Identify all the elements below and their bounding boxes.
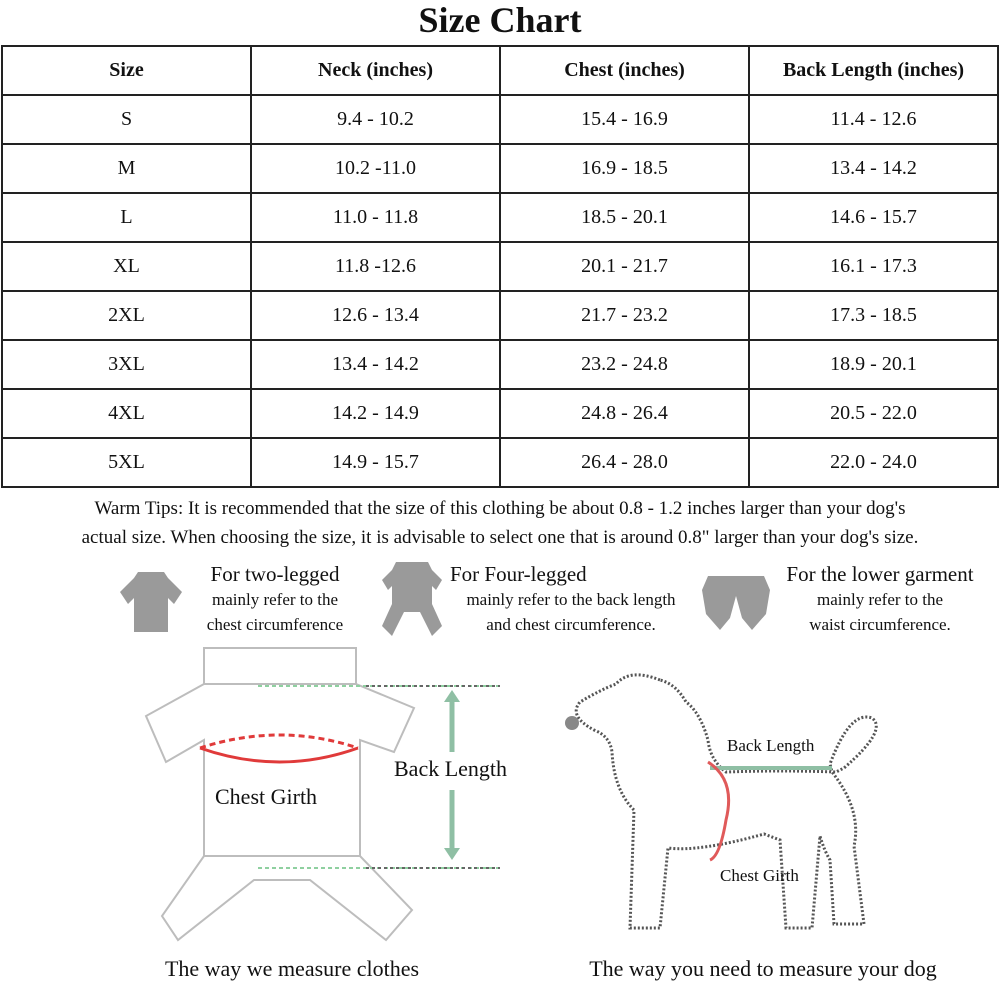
dog-measurement-diagram xyxy=(550,660,1000,950)
cell-size: M xyxy=(2,144,251,193)
garment-type-line: and chest circumference. xyxy=(486,615,656,634)
garment-type-line: mainly refer to the xyxy=(816,590,944,609)
garment-type-lower xyxy=(766,561,994,637)
table-row xyxy=(2,144,998,193)
warm-tips-line-1: Warm Tips: It is recommended that the size of this clothing be about 0.8 - 1.2 inches larger than your dog's xyxy=(94,498,906,519)
header-size: Size xyxy=(2,46,251,95)
cell-chest: 18.5 - 20.1 xyxy=(500,193,749,242)
cell-neck: 12.6 - 13.4 xyxy=(251,291,500,340)
dog-caption: The way you need to measure your dog xyxy=(589,956,937,981)
cell-back-length: 20.5 - 22.0 xyxy=(749,389,998,438)
garment-type-heading: For the lower garment xyxy=(786,562,974,586)
cell-neck: 10.2 -11.0 xyxy=(251,144,500,193)
garment-type-line: mainly refer to the xyxy=(211,590,339,609)
cell-chest: 23.2 - 24.8 xyxy=(500,340,749,389)
warm-tips-line-2: actual size. When choosing the size, it is advisable to select one that is around 0.8" larger than your dog's size. xyxy=(81,527,919,548)
back-length-label: Back Length xyxy=(394,756,508,781)
dog-nose-icon xyxy=(565,716,579,730)
cell-size: 2XL xyxy=(2,291,251,340)
table-row xyxy=(2,242,998,291)
table-row xyxy=(2,291,998,340)
warm-tips xyxy=(0,494,1000,552)
header-chest: Chest (inches) xyxy=(500,46,749,95)
cell-chest: 24.8 - 26.4 xyxy=(500,389,749,438)
garment-type-four-legged xyxy=(440,561,702,637)
cell-back-length: 17.3 - 18.5 xyxy=(749,291,998,340)
cell-size: 4XL xyxy=(2,389,251,438)
cell-back-length: 13.4 - 14.2 xyxy=(749,144,998,193)
cell-neck: 11.0 - 11.8 xyxy=(251,193,500,242)
cell-chest: 20.1 - 21.7 xyxy=(500,242,749,291)
table-row xyxy=(2,340,998,389)
chest-girth-label: Chest Girth xyxy=(215,784,318,809)
shirt-body-shape xyxy=(146,684,414,856)
table-row xyxy=(2,193,998,242)
cell-neck: 9.4 - 10.2 xyxy=(251,95,500,144)
cell-chest: 15.4 - 16.9 xyxy=(500,95,749,144)
dog-outline xyxy=(576,675,876,928)
cell-size: L xyxy=(2,193,251,242)
table-row xyxy=(2,438,998,487)
table-row xyxy=(2,389,998,438)
cell-chest: 21.7 - 23.2 xyxy=(500,291,749,340)
garment-type-line: mainly refer to the back length xyxy=(466,590,676,609)
collar-shape xyxy=(204,648,356,684)
cell-back-length: 18.9 - 20.1 xyxy=(749,340,998,389)
cell-size: 3XL xyxy=(2,340,251,389)
four-legged-suit-icon xyxy=(380,560,444,640)
cell-back-length: 11.4 - 12.6 xyxy=(749,95,998,144)
cell-size: S xyxy=(2,95,251,144)
cell-size: 5XL xyxy=(2,438,251,487)
cell-neck: 14.2 - 14.9 xyxy=(251,389,500,438)
clothes-caption: The way we measure clothes xyxy=(164,956,420,981)
garment-type-two-legged xyxy=(190,561,360,637)
cell-neck: 11.8 -12.6 xyxy=(251,242,500,291)
garment-type-heading: For Four-legged xyxy=(450,562,587,586)
cell-neck: 13.4 - 14.2 xyxy=(251,340,500,389)
size-chart-table xyxy=(1,45,999,488)
cell-back-length: 22.0 - 24.0 xyxy=(749,438,998,487)
cell-neck: 14.9 - 15.7 xyxy=(251,438,500,487)
header-back-length: Back Length (inches) xyxy=(749,46,998,95)
cell-chest: 16.9 - 18.5 xyxy=(500,144,749,193)
two-legged-shirt-icon xyxy=(118,570,184,634)
cell-back-length: 14.6 - 15.7 xyxy=(749,193,998,242)
garment-type-line: chest circumference xyxy=(206,615,344,634)
garment-type-line: waist circumference. xyxy=(809,615,951,634)
cell-back-length: 16.1 - 17.3 xyxy=(749,242,998,291)
garment-type-heading: For two-legged xyxy=(210,562,340,586)
lower-garment-icon xyxy=(700,574,772,632)
cell-chest: 26.4 - 28.0 xyxy=(500,438,749,487)
cell-size: XL xyxy=(2,242,251,291)
dog-back-length-label: Back Length xyxy=(727,736,815,755)
table-row xyxy=(2,95,998,144)
dog-chest-girth-label: Chest Girth xyxy=(720,866,799,885)
table-header-row xyxy=(2,46,998,95)
page-title: Size Chart xyxy=(418,0,582,40)
header-neck: Neck (inches) xyxy=(251,46,500,95)
